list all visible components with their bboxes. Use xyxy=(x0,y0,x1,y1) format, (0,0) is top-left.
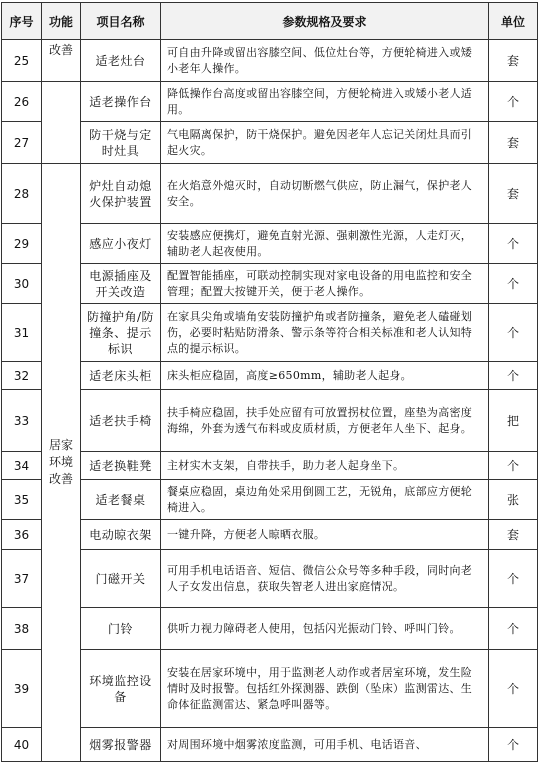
item-unit: 个 xyxy=(489,82,538,122)
row-index: 26 xyxy=(2,82,42,122)
item-spec: 降低操作台高度或留出容膝空间，方便轮椅进入或矮小老人适用。 xyxy=(161,82,489,122)
item-name: 烟雾报警器 xyxy=(81,728,161,762)
function-cell-blank xyxy=(42,82,81,164)
table-row xyxy=(2,390,538,452)
item-name: 炉灶自动熄火保护装置 xyxy=(81,164,161,224)
item-spec: 安装感应便携灯，避免直射光源、强刺激性光源，人走灯灭，辅助老人起夜使用。 xyxy=(161,224,489,264)
item-unit: 套 xyxy=(489,122,538,164)
header-name: 项目名称 xyxy=(81,3,161,40)
table-row xyxy=(2,82,538,122)
item-name: 门磁开关 xyxy=(81,550,161,608)
item-unit: 套 xyxy=(489,520,538,550)
function-cell-top: 改善 xyxy=(42,40,81,82)
table-row xyxy=(2,40,538,82)
item-name: 门铃 xyxy=(81,608,161,650)
table-row xyxy=(2,224,538,264)
row-index: 35 xyxy=(2,480,42,520)
item-name: 适老扶手椅 xyxy=(81,390,161,452)
item-name: 适老床头柜 xyxy=(81,362,161,390)
spec-table xyxy=(1,2,538,762)
item-unit: 个 xyxy=(489,650,538,728)
row-index: 39 xyxy=(2,650,42,728)
item-unit: 个 xyxy=(489,550,538,608)
table-row xyxy=(2,550,538,608)
table-row xyxy=(2,728,538,762)
table-row xyxy=(2,304,538,362)
item-spec: 供听力视力障碍老人使用，包括闪光振动门铃、呼叫门铃。 xyxy=(161,608,489,650)
item-spec: 安装在居家环境中，用于监测老人动作或者居室环境，发生险情时及时报警。包括红外探测器、跌倒（坠床）监测雷达、生命体征监测雷达、紧急呼叫器等。 xyxy=(161,650,489,728)
item-name: 防撞护角/防撞条、提示标识 xyxy=(81,304,161,362)
row-index: 38 xyxy=(2,608,42,650)
table-row xyxy=(2,650,538,728)
item-name: 电动晾衣架 xyxy=(81,520,161,550)
item-unit: 个 xyxy=(489,728,538,762)
row-index: 40 xyxy=(2,728,42,762)
row-index: 36 xyxy=(2,520,42,550)
item-spec: 气电隔离保护，防干烧保护。避免因老年人忘记关闭灶具而引起火灾。 xyxy=(161,122,489,164)
item-spec: 床头柜应稳固，高度≥650mm，辅助老人起身。 xyxy=(161,362,489,390)
item-name: 适老操作台 xyxy=(81,82,161,122)
table-row xyxy=(2,480,538,520)
row-index: 34 xyxy=(2,452,42,480)
item-unit: 张 xyxy=(489,480,538,520)
item-name: 防干烧与定时灶具 xyxy=(81,122,161,164)
item-unit: 个 xyxy=(489,362,538,390)
table-row xyxy=(2,122,538,164)
row-index: 28 xyxy=(2,164,42,224)
item-name: 电源插座及开关改造 xyxy=(81,264,161,304)
item-unit: 个 xyxy=(489,264,538,304)
table-row xyxy=(2,452,538,480)
row-index: 31 xyxy=(2,304,42,362)
table-row xyxy=(2,164,538,224)
item-spec: 在家具尖角或墙角安装防撞护角或者防撞条，避免老人磕碰划伤，必要时粘贴防滑条、警示条等符合相关标准和老人认知特点的提示标识。 xyxy=(161,304,489,362)
item-spec: 在火焰意外熄灭时，自动切断燃气供应，防止漏气，保护老人安全。 xyxy=(161,164,489,224)
header-unit: 单位 xyxy=(489,3,538,40)
header-index: 序号 xyxy=(2,3,42,40)
item-name: 适老灶台 xyxy=(81,40,161,82)
table-row xyxy=(2,264,538,304)
item-spec: 一键升降，方便老人晾晒衣服。 xyxy=(161,520,489,550)
row-index: 29 xyxy=(2,224,42,264)
item-spec: 对周围环境中烟雾浓度监测，可用手机、电话语音、 xyxy=(161,728,489,762)
item-spec: 主材实木支架，自带扶手，助力老人起身坐下。 xyxy=(161,452,489,480)
header-function: 功能 xyxy=(42,3,81,40)
table-row xyxy=(2,608,538,650)
item-unit: 个 xyxy=(489,304,538,362)
item-spec: 扶手椅应稳固，扶手处应留有可放置拐杖位置，座垫为高密度海绵，外套为透气布料或皮质材质，方便老年人坐下、起身。 xyxy=(161,390,489,452)
row-index: 32 xyxy=(2,362,42,390)
item-unit: 套 xyxy=(489,40,538,82)
item-unit: 个 xyxy=(489,452,538,480)
header-row xyxy=(2,3,538,40)
table-row xyxy=(2,520,538,550)
item-spec: 可自由升降或留出容膝空间、低位灶台等，方便轮椅进入或矮小老年人操作。 xyxy=(161,40,489,82)
row-index: 33 xyxy=(2,390,42,452)
row-index: 30 xyxy=(2,264,42,304)
item-name: 环境监控设备 xyxy=(81,650,161,728)
row-index: 37 xyxy=(2,550,42,608)
item-name: 适老餐桌 xyxy=(81,480,161,520)
item-unit: 套 xyxy=(489,164,538,224)
row-index: 27 xyxy=(2,122,42,164)
item-name: 适老换鞋凳 xyxy=(81,452,161,480)
function-cell-main: 居家环境改善 xyxy=(42,164,81,762)
header-spec: 参数规格及要求 xyxy=(161,3,489,40)
item-name: 感应小夜灯 xyxy=(81,224,161,264)
item-unit: 个 xyxy=(489,224,538,264)
item-spec: 餐桌应稳固，桌边角处采用倒圆工艺，无锐角，底部应方便轮椅进入。 xyxy=(161,480,489,520)
item-spec: 可用手机电话语音、短信、微信公众号等多种手段，同时向老人子女发出信息，获取失智老人进出家庭情况。 xyxy=(161,550,489,608)
table-row xyxy=(2,362,538,390)
row-index: 25 xyxy=(2,40,42,82)
item-unit: 个 xyxy=(489,608,538,650)
item-unit: 把 xyxy=(489,390,538,452)
item-spec: 配置智能插座，可联动控制实现对家电设备的用电监控和安全管理；配置大按键开关，便于老人操作。 xyxy=(161,264,489,304)
